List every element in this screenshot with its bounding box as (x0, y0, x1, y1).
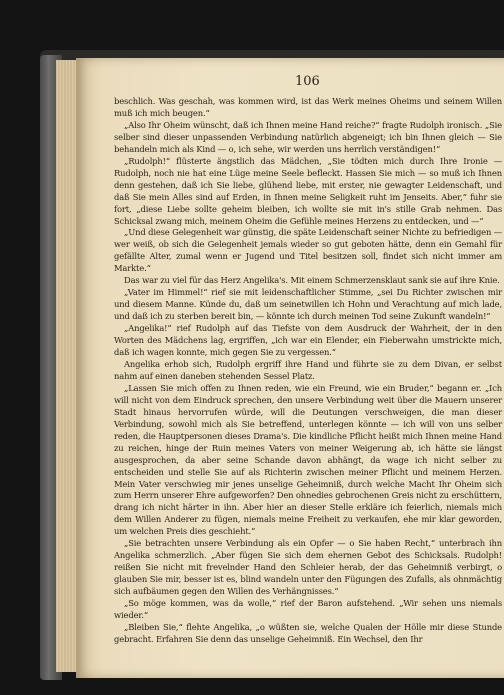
paragraph: „Sie betrachten unsere Verbindung als ein Opfer — o Sie haben Recht,“ unterbrach ihn Angelika schmerzlich. „Aber fügen Sie sich dem ehernen Gebot des Schicksals. Rudolph! reißen Sie nicht mit frevelnder Hand den Schleier herab, der das Geheimniß verbirgt, o glauben Sie mir, besser ist es, blind wandeln unter den Fügungen des Zufalls, als ohnmächtig sich aufbäumen gegen den Willen des Verhängnisses.“ (114, 538, 502, 597)
paragraph: Das war zu viel für das Herz Angelika's. Mit einem Schmerzensklaut sank sie auf ihre Knie. (124, 275, 500, 286)
paragraph: „Rudolph!“ flüsterte ängstlich das Mädchen, „Sie tödten mich durch Ihre Ironie — Rudolph, noch nie hat eine Lüge meine Seele befleckt. Hassen Sie mich — so muß ich Ihnen denn gestehen, daß ich Sie liebe, glühend liebe, mit erster, nie gewagter Leidenschaft, und daß Sie mein Alles sind auf Erden, in Ihnen meine Seligkeit ruht im Jenseits. Aber,“ fuhr sie fort, „diese Liebe sollte geheim bleiben, ich wollte sie mit in's stille Grab nehmen. Das Schicksal zwang mich, meinem Oheim die Gefühle meines Herzens zu entdecken, und —“ (114, 155, 502, 226)
body-text (114, 96, 502, 646)
paragraph: Angelika erhob sich, Rudolph ergriff ihre Hand und führte sie zu dem Divan, er selbst nahm auf einen daneben stehenden Sessel Platz. (114, 358, 502, 381)
paragraph: „Angelika!“ rief Rudolph auf das Tiefste von dem Ausdruck der Wahrheit, der in den Worten des Mädchens lag, ergriffen, „ich war ein Elender, ein Fieberwahn umstrickte mich, daß ich wagen konnte, mich gegen Sie zu vergessen.“ (114, 323, 502, 358)
paragraph: „Also Ihr Oheim wünscht, daß ich Ihnen meine Hand reiche?“ fragte Rudolph ironisch. „Sie selber sind dieser unpassenden Verbindung natürlich abgeneigt; ich bin Ihnen gleich — Sie behandeln mich als Kind — o, ich sehe, wir werden uns herrlich verständigen!“ (114, 119, 502, 154)
paragraph: beschlich. Was geschah, was kommen wird, ist das Werk meines Oheims und seinem Willen muß ich mich beugen.“ (114, 96, 502, 118)
page-number: 106 (295, 74, 320, 89)
paragraph: „Und diese Gelegenheit war günstig, die späte Leidenschaft seiner Nichte zu befriedigen — wer weiß, ob sich die Gelegenheit jemals wieder so gut geboten hätte, denn ein Gemahl für gefällte Alter, zumal wenn er Jugend und Titel besitzen soll, findet sich nicht immer am Markte.“ (114, 227, 502, 274)
paragraph: „Lassen Sie mich offen zu Ihnen reden, wie ein Freund, wie ein Bruder,“ begann er. „Ich will nicht von dem Eindruck sprechen, den unsere Verbindung weit über die Mauern unserer Stadt hinaus hervorrufen würde, will die Deutungen verschweigen, die man dieser Verbindung, sowohl mich als Sie betreffend, unterlegen könnte — ich will von uns selber reden, die Hauptpersonen dieses Drama's. Die kindliche Pflicht heißt mich Ihnen meine Hand zu reichen, hinge der Ruin meines Vaters von meiner Weigerung ab, ich hätte sie längst ausgesprochen, da aber seine Schande davon abhängt, da wage ich nicht selber zu entscheiden und stelle Sie auf als Richterin zwischen meiner Pflicht und meinem Herzen. Mein Vater verschwieg mir jenes unselige Geheimniß, durch welche Macht Ihr Oheim sich zum Herrn unserer Ehre aufgeworfen? Den ohnedies gebrochenen Greis nicht zu erschüttern, drang ich nicht härter in ihn. Aber hier an dieser Stelle erkläre ich feierlich, niemals mich dem Willen Anderer zu fügen, niemals meine Freiheit zu verkaufen, ehe mir klar geworden, um welchen Preis dies geschieht.“ (114, 382, 503, 537)
paragraph: „So möge kommen, was da wolle,“ rief der Baron aufstehend. „Wir sehen uns niemals wieder.“ (114, 598, 502, 620)
paragraph: „Bleiben Sie,“ flehte Angelika, „o wüßten sie, welche Qualen der Hölle mir diese Stunde gebracht. Erfahren Sie denn das unselige Geheimniß. Ein Wechsel, den Ihr (114, 621, 502, 644)
paragraph: „Vater im Himmel!“ rief sie mit leidenschaftlicher Stimme, „sei Du Richter zwischen mir und diesem Manne. Künde du, daß um seinetwillen ich Hohn und Verachtung auf mich lade, und daß ich zu sterben bereit bin, — könnte ich durch meinen Tod seine Zukunft wandeln!“ (114, 287, 502, 322)
